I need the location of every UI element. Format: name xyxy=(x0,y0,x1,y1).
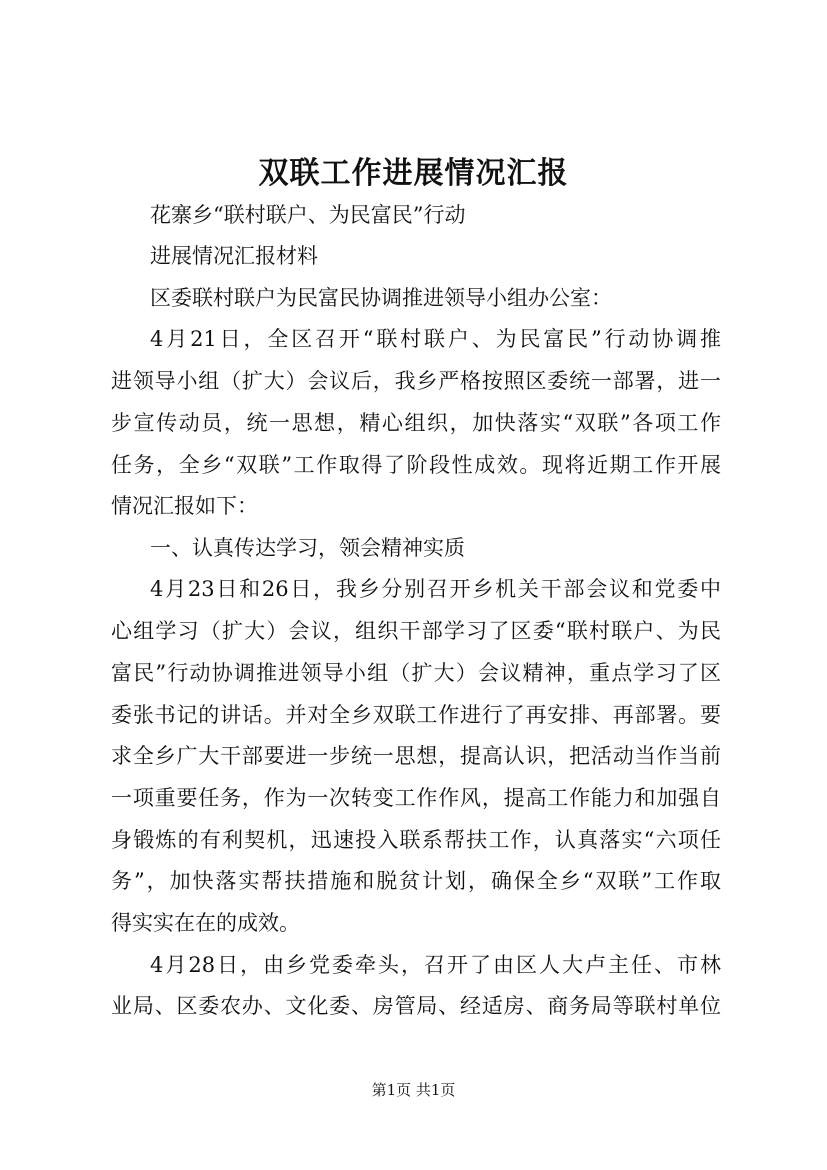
salutation-line: 区委联村联户为民富民协调推进领导小组办公室： xyxy=(150,286,612,310)
body-line: 4月23日和26日，我乡分别召开乡机关干部会议和党委中 xyxy=(150,577,721,601)
body-line: 情况汇报如下： xyxy=(111,494,258,518)
section-heading: 一、认真传达学习，领会精神实质 xyxy=(150,536,465,560)
body-line: 业局、区委农办、文化委、房管局、经适房、商务局等联村单位 xyxy=(111,994,721,1018)
page-number-footer: 第1页 共1页 xyxy=(371,1081,456,1099)
body-line: 4月28日，由乡党委牵头，召开了由区人大卢主任、市林 xyxy=(150,953,721,977)
body-line: 进领导小组（扩大）会议后，我乡严格按照区委统一部署，进一 xyxy=(111,369,721,393)
body-line: 4月21日，全区召开“联村联户、为民富民”行动协调推 xyxy=(150,327,721,351)
body-line: 务”，加快落实帮扶措施和脱贫计划，确保全乡“双联”工作取 xyxy=(111,869,721,893)
body-line: 求全乡广大干部要进一步统一思想，提高认识，把活动当作当前 xyxy=(111,744,721,768)
body-line: 任务，全乡“双联”工作取得了阶段性成效。现将近期工作开展 xyxy=(111,453,721,477)
body-line: 富民”行动协调推进领导小组（扩大）会议精神，重点学习了区 xyxy=(111,661,721,685)
body-line: 心组学习（扩大）会议，组织干部学习了区委“联村联户、为民 xyxy=(111,619,721,643)
subtitle-line: 花寨乡“联村联户、为民富民”行动 xyxy=(150,203,466,227)
body-line: 身锻炼的有利契机，迅速投入联系帮扶工作，认真落实“六项任 xyxy=(111,828,721,852)
body-line: 得实实在在的成效。 xyxy=(111,911,300,935)
body-line: 一项重要任务，作为一次转变工作作风，提高工作能力和加强自 xyxy=(111,786,721,810)
subtitle-line: 进展情况汇报材料 xyxy=(150,244,318,268)
document-title: 双联工作进展情况汇报 xyxy=(258,156,569,191)
body-line: 步宣传动员，统一思想，精心组织，加快落实“双联”各项工作 xyxy=(111,411,721,435)
body-line: 委张书记的讲话。并对全乡双联工作进行了再安排、再部署。要 xyxy=(111,703,721,727)
